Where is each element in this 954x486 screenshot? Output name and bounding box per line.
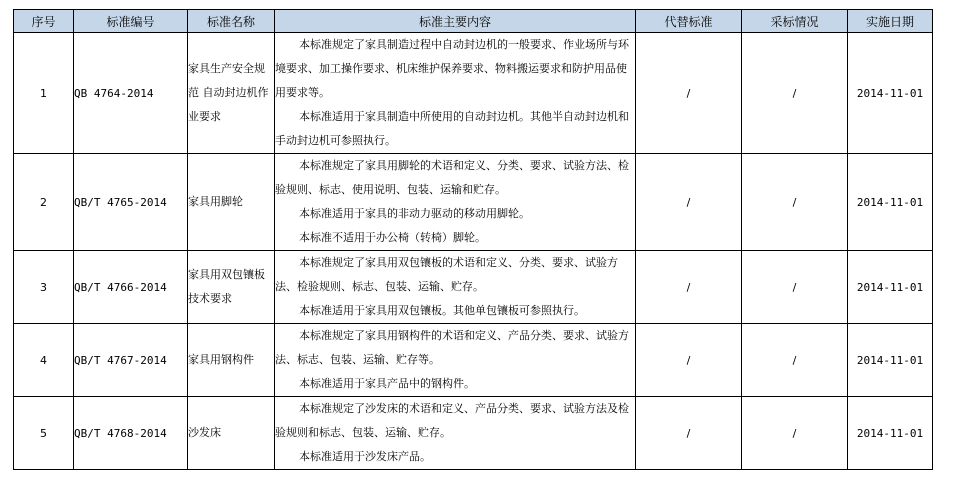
cell-date: 2014-11-01 bbox=[848, 324, 933, 397]
content-paragraph: 本标准适用于家具产品中的钢构件。 bbox=[299, 377, 475, 390]
cell-date: 2014-11-01 bbox=[848, 154, 933, 251]
header-name: 标准名称 bbox=[188, 10, 275, 33]
header-replaced: 代替标准 bbox=[636, 10, 742, 33]
header-adoption: 采标情况 bbox=[742, 10, 848, 33]
cell-code: QB/T 4768-2014 bbox=[74, 397, 188, 470]
cell-seq: 1 bbox=[14, 33, 74, 154]
cell-replaced: / bbox=[636, 154, 742, 251]
cell-replaced: / bbox=[636, 33, 742, 154]
header-content: 标准主要内容 bbox=[275, 10, 636, 33]
cell-replaced: / bbox=[636, 251, 742, 324]
content-paragraph: 本标准适用于家具用双包镶板。其他单包镶板可参照执行。 bbox=[299, 304, 585, 317]
table-row bbox=[14, 251, 933, 324]
content-paragraph: 本标准适用于家具的非动力驱动的移动用脚轮。 bbox=[299, 207, 530, 220]
cell-content bbox=[275, 251, 636, 324]
cell-replaced: / bbox=[636, 397, 742, 470]
cell-content bbox=[275, 324, 636, 397]
content-paragraph: 本标准适用于沙发床产品。 bbox=[299, 450, 431, 463]
table-row bbox=[14, 33, 933, 154]
cell-adoption: / bbox=[742, 324, 848, 397]
cell-content bbox=[275, 33, 636, 154]
content-paragraph: 本标准规定了家具用双包镶板的术语和定义、分类、要求、试验方法、检验规则、标志、包装、运输、贮存。 bbox=[275, 256, 618, 293]
cell-adoption: / bbox=[742, 33, 848, 154]
cell-content bbox=[275, 154, 636, 251]
cell-seq: 2 bbox=[14, 154, 74, 251]
cell-adoption: / bbox=[742, 397, 848, 470]
cell-code: QB/T 4767-2014 bbox=[74, 324, 188, 397]
header-row bbox=[14, 10, 933, 33]
cell-code: QB/T 4765-2014 bbox=[74, 154, 188, 251]
cell-date: 2014-11-01 bbox=[848, 33, 933, 154]
cell-date: 2014-11-01 bbox=[848, 397, 933, 470]
cell-seq: 3 bbox=[14, 251, 74, 324]
cell-code: QB/T 4766-2014 bbox=[74, 251, 188, 324]
content-paragraph: 本标准规定了沙发床的术语和定义、产品分类、要求、试验方法及检验规则和标志、包装、运输、贮存。 bbox=[275, 402, 629, 439]
cell-replaced: / bbox=[636, 324, 742, 397]
table-row bbox=[14, 154, 933, 251]
cell-date: 2014-11-01 bbox=[848, 251, 933, 324]
cell-code: QB 4764-2014 bbox=[74, 33, 188, 154]
content-paragraph: 本标准不适用于办公椅（转椅）脚轮。 bbox=[299, 231, 486, 244]
cell-name: 沙发床 bbox=[188, 397, 275, 470]
content-paragraph: 本标准规定了家具用脚轮的术语和定义、分类、要求、试验方法、检验规则、标志、使用说明、包装、运输和贮存。 bbox=[275, 159, 629, 196]
cell-adoption: / bbox=[742, 251, 848, 324]
cell-name: 家具用脚轮 bbox=[188, 154, 275, 251]
cell-content bbox=[275, 397, 636, 470]
header-seq: 序号 bbox=[14, 10, 74, 33]
table-row bbox=[14, 397, 933, 470]
table-row bbox=[14, 324, 933, 397]
content-paragraph: 本标准适用于家具制造中所使用的自动封边机。其他半自动封边机和手动封边机可参照执行。 bbox=[275, 110, 629, 147]
content-paragraph: 本标准规定了家具用钢构件的术语和定义、产品分类、要求、试验方法、标志、包装、运输、贮存等。 bbox=[275, 329, 629, 366]
cell-name: 家具生产安全规范 自动封边机作业要求 bbox=[188, 33, 275, 154]
cell-adoption: / bbox=[742, 154, 848, 251]
content-paragraph: 本标准规定了家具制造过程中自动封边机的一般要求、作业场所与环境要求、加工操作要求、机床维护保养要求、物料搬运要求和防护用品使用要求等。 bbox=[275, 38, 629, 99]
header-code: 标准编号 bbox=[74, 10, 188, 33]
cell-seq: 4 bbox=[14, 324, 74, 397]
cell-name: 家具用钢构件 bbox=[188, 324, 275, 397]
header-date: 实施日期 bbox=[848, 10, 933, 33]
cell-name: 家具用双包镶板技术要求 bbox=[188, 251, 275, 324]
standards-table bbox=[13, 9, 933, 470]
cell-seq: 5 bbox=[14, 397, 74, 470]
